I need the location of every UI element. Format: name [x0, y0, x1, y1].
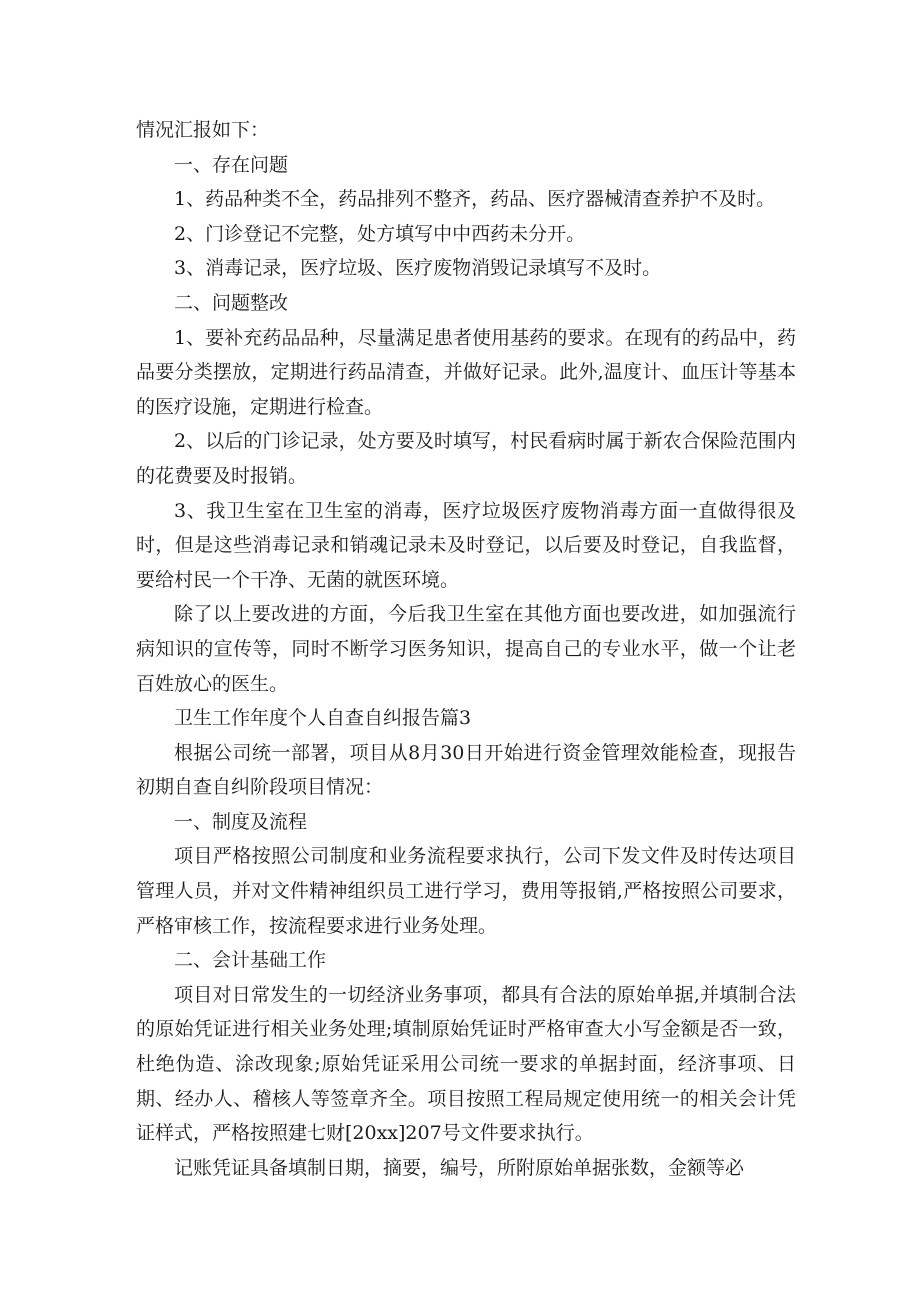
paragraph-system-process: 项目严格按照公司制度和业务流程要求执行，公司下发文件及时传达项目管理人员，并对文件精神组织员工进行学习，费用等报销,严格按照公司要求，严格审核工作，按流程要求进行业务处理。: [136, 845, 796, 937]
paragraph-problem-1: 1、药品种类不全，药品排列不整齐，药品、医疗器械清查养护不及时。: [174, 188, 776, 211]
paragraph-report-intro: 根据公司统一部署，项目从8月30日开始进行资金管理效能检查，现报告初期自查自纠阶段项目情况：: [136, 741, 796, 799]
section-heading-rectification: 二、问题整改: [174, 291, 289, 314]
paragraph-voucher: 记账凭证具备填制日期，摘要，编号，所附原始单据张数，金额等必: [174, 1156, 745, 1179]
paragraph-intro: 情况汇报如下：: [136, 119, 270, 141]
section-heading-accounting-basics: 二、会计基础工作: [174, 949, 327, 972]
paragraph-accounting-basics: 项目对日常发生的一切经济业务事项，都具有合法的原始单据,并填制合法的原始凭证进行相关业务处理;填制原始凭证时严格审查大小写金额是否一致，杜绝伪造、涂改现象;原始凭证采用公司统一要求的单据封面，经济事项、日期、经办人、稽核人等签章齐全。项目按照工程局规定使用统一的相关会计凭证样式，严格按照建七财[20xx]207号文件要求执行。: [136, 983, 796, 1145]
paragraph-problem-3: 3、消毒记录，医疗垃圾、医疗废物消毁记录填写不及时。: [174, 257, 662, 280]
section-heading-existing-problems: 一、存在问题: [174, 153, 289, 176]
document-body: [136, 113, 796, 1185]
report-title-part-3: 卫生工作年度个人自查自纠报告篇3: [174, 707, 472, 730]
section-heading-system-process: 一、制度及流程: [174, 810, 308, 833]
paragraph-rectification-1: 1、要补充药品品种，尽量满足患者使用基药的要求。在现有的药品中，药品要分类摆放，定期进行药品清查，并做好记录。此外,温度计、血压计等基本的医疗设施，定期进行检查。: [136, 326, 796, 418]
paragraph-rectification-3: 3、我卫生室在卫生室的消毒，医疗垃圾医疗废物消毒方面一直做得很及时，但是这些消毒记录和销魂记录未及时登记，以后要及时登记，自我监督，要给村民一个干净、无菌的就医环境。: [136, 499, 796, 591]
paragraph-improvement: 除了以上要改进的方面，今后我卫生室在其他方面也要改进，如加强流行病知识的宣传等，同时不断学习医务知识，提高自己的专业水平，做一个让老百姓放心的医生。: [136, 603, 796, 695]
paragraph-problem-2: 2、门诊登记不完整，处方填写中中西药未分开。: [174, 222, 586, 245]
paragraph-rectification-2: 2、以后的门诊记录，处方要及时填写，村民看病时属于新农合保险范围内的花费要及时报销。: [136, 430, 796, 487]
